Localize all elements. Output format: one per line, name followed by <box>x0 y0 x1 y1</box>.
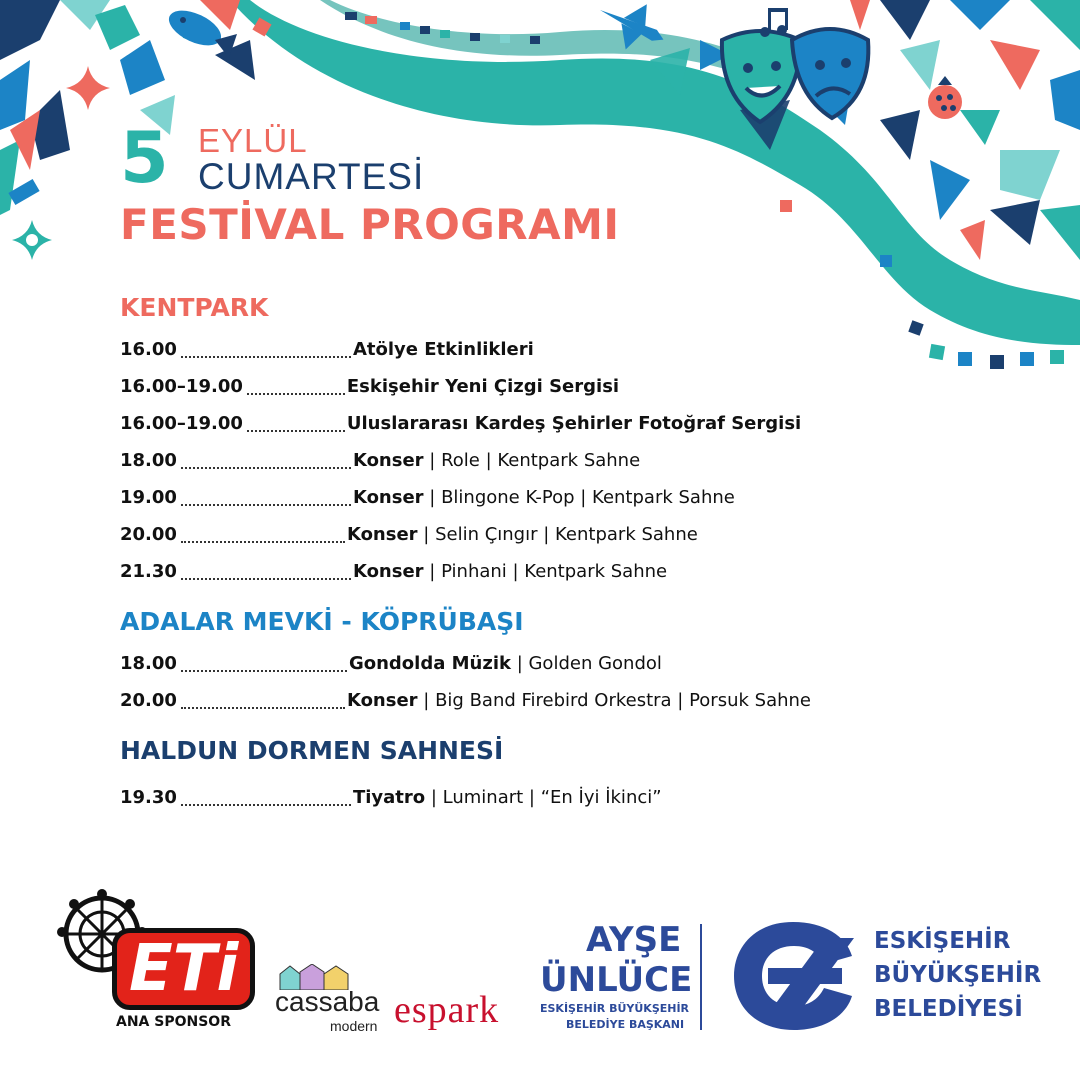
event-time: 20.00 <box>120 690 177 711</box>
event-row <box>120 413 1000 437</box>
event-row <box>120 339 1000 363</box>
dot-leader <box>247 393 345 395</box>
sparkle-icon <box>12 220 52 260</box>
event-time: 21.30 <box>120 561 177 582</box>
event-title: Eskişehir Yeni Çizgi Sergisi <box>346 376 620 397</box>
event-time: 16.00 <box>120 339 177 360</box>
event-time: 19.30 <box>120 787 177 808</box>
event-time: 16.00–19.00 <box>120 376 243 397</box>
mayor-name-last: ÜNLÜCE <box>540 960 693 1000</box>
program-title: FESTİVAL PROGRAMI <box>120 200 620 249</box>
event-row <box>120 450 1000 474</box>
cassaba-subtitle: modern <box>330 1018 378 1034</box>
municipality-name-line2: BÜYÜKŞEHİR <box>874 962 1042 988</box>
dot-leader <box>181 670 347 672</box>
event-time: 18.00 <box>120 653 177 674</box>
dot-leader <box>181 578 351 580</box>
logo-divider <box>700 924 702 1030</box>
event-title: Konser | Role | Kentpark Sahne <box>352 450 641 471</box>
cassaba-logo: cassaba <box>275 986 380 1017</box>
eti-caption: ANA SPONSOR <box>116 1014 231 1030</box>
section-title-haldun-dormen: HALDUN DORMEN SAHNESİ <box>120 736 504 765</box>
event-title: Konser | Selin Çıngır | Kentpark Sahne <box>346 524 698 545</box>
month-label: EYLÜL <box>198 122 308 159</box>
dot-leader <box>181 356 351 358</box>
dot-leader <box>181 504 351 506</box>
event-title: Konser | Blingone K-Pop | Kentpark Sahne <box>352 487 735 508</box>
event-row <box>120 690 1000 714</box>
event-time: 20.00 <box>120 524 177 545</box>
municipality-name-line1: ESKİŞEHİR <box>874 928 1011 954</box>
dot-leader <box>181 467 351 469</box>
weekday-label: CUMARTESİ <box>198 156 425 197</box>
dot-leader <box>247 430 345 432</box>
day-number: 5 <box>120 117 169 199</box>
section-title-kentpark: KENTPARK <box>120 293 269 322</box>
sponsor-logos <box>0 880 1080 1080</box>
mayor-title-line2: BELEDİYE BAŞKANI <box>566 1018 685 1031</box>
event-row <box>120 487 1000 511</box>
section-title-adalar: ADALAR MEVKİ - KÖPRÜBAŞI <box>120 607 524 636</box>
mayor-name-first: AYŞE <box>586 920 682 960</box>
dot-leader <box>181 541 345 543</box>
pomegranate-icon <box>928 76 962 119</box>
event-time: 19.00 <box>120 487 177 508</box>
sparkle-icon <box>66 66 110 110</box>
mayor-title-line1: ESKİŞEHİR BÜYÜKŞEHİR <box>540 1002 690 1015</box>
theatre-masks-icon <box>722 29 868 122</box>
event-row <box>120 561 1000 585</box>
event-title: Konser | Pinhani | Kentpark Sahne <box>352 561 668 582</box>
event-title: Tiyatro | Luminart | “En İyi İkinci” <box>352 787 662 808</box>
dot-leader <box>181 707 345 709</box>
eti-logo: ETi <box>112 928 255 1010</box>
event-row <box>120 524 1000 548</box>
event-title: Atölye Etkinlikleri <box>352 339 534 360</box>
event-time: 16.00–19.00 <box>120 413 243 434</box>
event-row <box>120 376 1000 400</box>
municipality-emblem-icon <box>728 918 858 1034</box>
event-title: Konser | Big Band Firebird Orkestra | Porsuk Sahne <box>346 690 811 711</box>
espark-logo: espark <box>394 989 500 1031</box>
dot-leader <box>181 804 351 806</box>
event-row <box>120 787 1000 811</box>
municipality-name-line3: BELEDİYESİ <box>874 996 1023 1022</box>
event-time: 18.00 <box>120 450 177 471</box>
event-title: Uluslararası Kardeş Şehirler Fotoğraf Sergisi <box>346 413 802 434</box>
event-title: Gondolda Müzik | Golden Gondol <box>348 653 662 674</box>
event-row <box>120 653 1000 677</box>
